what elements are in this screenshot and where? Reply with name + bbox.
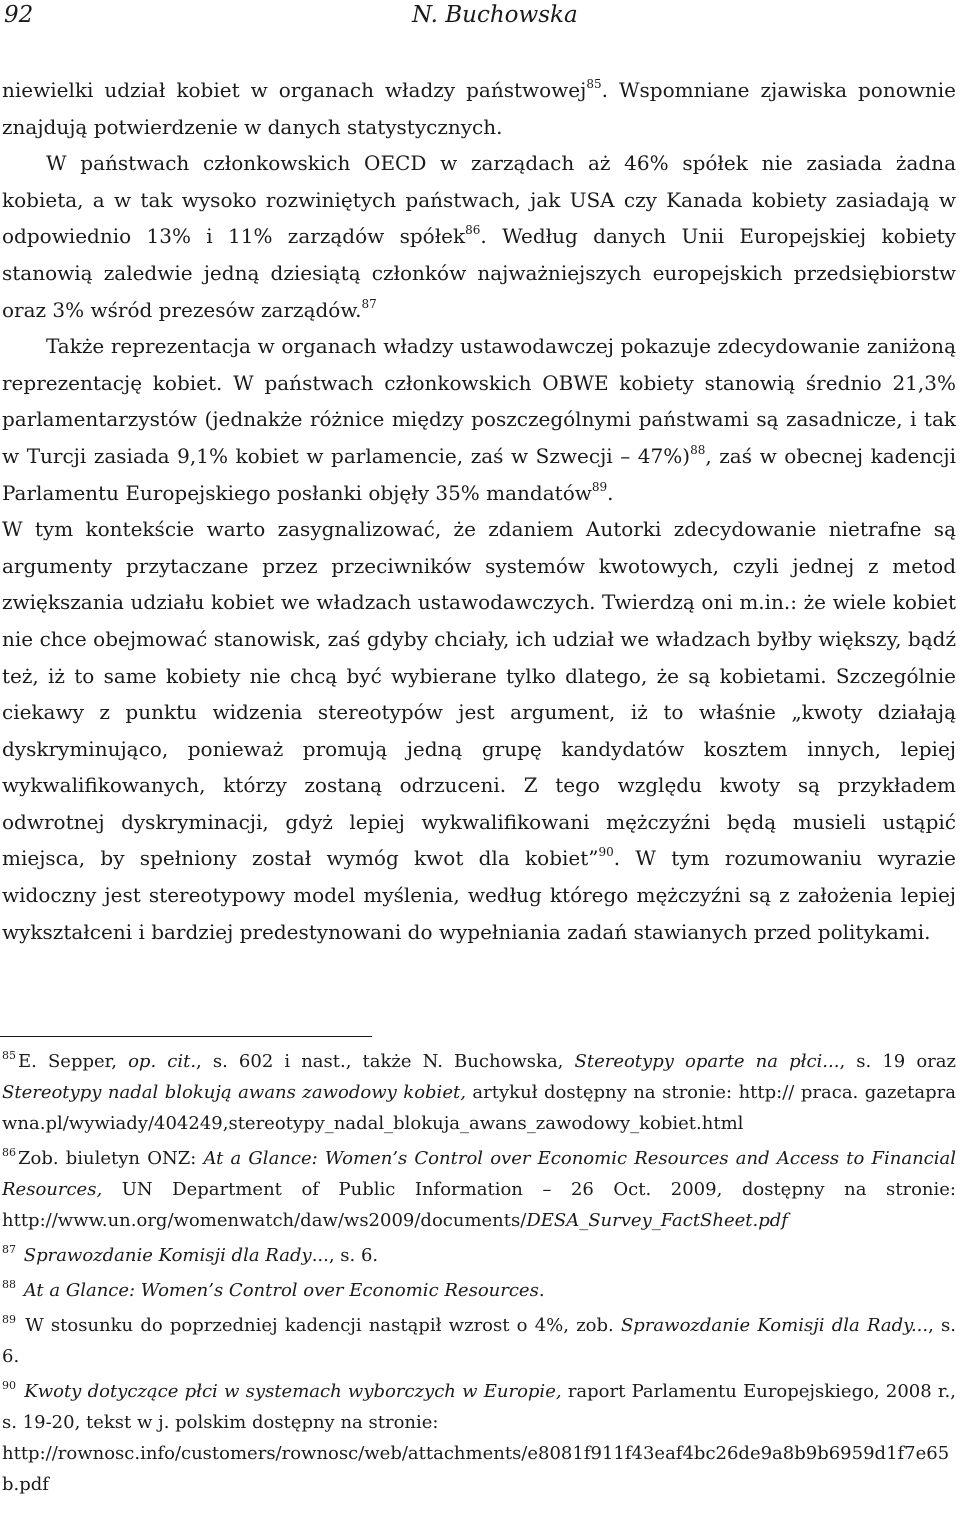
footnote-number: 89 bbox=[2, 1313, 16, 1326]
footnote-text: ..., s. 6. bbox=[311, 1245, 379, 1266]
paragraph-text: . bbox=[607, 480, 614, 505]
paragraph-text: . Według danych Unii Europejskiej kobiety stanowią zaledwie jedną dziesiątą członków najważniejszych europejskich przedsiębiorstw oraz 3% wśród prezesów zarządów. bbox=[2, 224, 956, 322]
footnote-italic: Sprawozdanie Komisji dla Rady bbox=[23, 1245, 312, 1266]
footnote-number: 85 bbox=[2, 1049, 16, 1062]
footnote-number: 90 bbox=[2, 1379, 16, 1392]
footnote-italic: DESA_Survey_FactSheet.pdf bbox=[526, 1210, 788, 1231]
footnote-85 bbox=[2, 1046, 956, 1139]
footnote-ref-90[interactable]: 90 bbox=[598, 845, 614, 860]
footnote-italic: Stereotypy nadal blokują awans zawodowy kobiet, bbox=[2, 1082, 466, 1103]
footnote-number: 87 bbox=[2, 1243, 16, 1256]
footnote-ref-86[interactable]: 86 bbox=[465, 223, 481, 238]
footnote-text: E. Sepper, bbox=[18, 1051, 129, 1072]
body-text bbox=[2, 72, 956, 950]
paragraph-3 bbox=[2, 328, 956, 511]
footnote-text: , s. 602 i nast., także N. Buchowska, bbox=[196, 1051, 575, 1072]
paragraph-4 bbox=[2, 511, 956, 950]
footnote-italic: Stereotypy oparte na płci... bbox=[574, 1051, 840, 1072]
footnote-separator bbox=[0, 1036, 372, 1037]
running-head: N. Buchowska bbox=[412, 2, 578, 28]
footnotes bbox=[2, 1046, 956, 1504]
footnote-italic: At a Glance: Women’s Control over Economic Resources and Access to Financial Resources, bbox=[2, 1148, 957, 1200]
footnote-number: 88 bbox=[2, 1278, 16, 1291]
footnote-italic: At a Glance: Women’s Control over Economic Resources bbox=[23, 1280, 539, 1301]
paragraph-text: niewielki udział kobiet w organach władzy państwowej bbox=[2, 78, 587, 102]
footnote-italic: Sprawozdanie Komisji dla Rady... bbox=[620, 1315, 929, 1336]
footnote-number: 86 bbox=[2, 1146, 16, 1159]
footnote-italic: op. cit. bbox=[128, 1051, 197, 1072]
footnote-link[interactable]: UN Department of Public Information – 26 Oct. 2009, dostępny na stronie: http://www.un.org/womenwatch/daw/ws2009/documents/ bbox=[2, 1179, 956, 1231]
page-number: 92 bbox=[4, 2, 34, 28]
footnote-text: , s. 19 oraz bbox=[839, 1051, 956, 1072]
footnote-text: W stosunku do poprzedniej kadencji nastąpił wzrost o 4%, zob. bbox=[25, 1315, 621, 1336]
paragraph-2 bbox=[2, 145, 956, 328]
footnote-text: raport Parlamentu Europejskiego, 2008 r., s. 19-20, tekst w j. polskim dostępny na stronie: bbox=[2, 1381, 956, 1433]
footnote-text: Zob. biuletyn ONZ: bbox=[18, 1148, 204, 1169]
footnote-italic: Kwoty dotyczące płci w systemach wyborczych w Europie, bbox=[24, 1381, 562, 1402]
footnote-ref-89[interactable]: 89 bbox=[591, 479, 608, 494]
footnote-text: , s. 6. bbox=[2, 1315, 957, 1367]
footnote-ref-88[interactable]: 88 bbox=[690, 442, 706, 457]
footnote-89 bbox=[2, 1310, 956, 1372]
footnote-ref-87[interactable]: 87 bbox=[361, 296, 377, 311]
footnote-88 bbox=[2, 1275, 956, 1306]
footnote-87 bbox=[2, 1240, 956, 1271]
footnote-86 bbox=[2, 1143, 956, 1236]
footnote-text: . bbox=[538, 1280, 545, 1301]
paragraph-text: . W tym rozumowaniu wyrazie widoczny jest stereotypowy model myślenia, według którego mężczyźni są z założenia lepiej wykształceni i bardziej predestynowani do wypełniania zadań stawianych przed politykami. bbox=[2, 846, 957, 944]
page-header bbox=[4, 0, 956, 30]
paragraph-1 bbox=[2, 72, 956, 145]
paragraph-text: . Wspomniane zjawiska ponownie znajdują potwierdzenie w danych statystycznych. bbox=[2, 78, 956, 139]
footnote-ref-85[interactable]: 85 bbox=[586, 77, 602, 91]
paragraph-text: W państwach członkowskich OECD w zarządach aż 46% spółek nie zasiada żadna kobieta, a w tak wysoko rozwiniętych państwach, jak USA czy Kanada kobiety zasiadają w odpowiednio 13% i 11% zarządów spółek bbox=[2, 151, 956, 249]
paragraph-text: , zaś w obecnej kadencji Parlamentu Europejskiego posłanki objęły 35% mandatów bbox=[2, 443, 956, 505]
paragraph-text: W tym kontekście warto zasygnalizować, że zdaniem Autorki zdecydowanie nietrafne są argumenty przytaczane przez przeciwników systemów kwotowych, czyli jednej z metod zwiększania udziału kobiet we władzach ustawodawczych. Twierdzą oni m.in.: że wiele kobiet nie chce obejmować stanowisk, zaś gdyby chciały, ich udział we władzach byłby większy, bądź też, iż to same kobiety nie chcą być wybierane tylko dlatego, że są kobietami. Szczególnie ciekawy z punktu widzenia stereotypów jest argument, iż to właśnie „kwoty działają dyskryminująco, ponieważ promują jedną grupę kandydatów kosztem innych, lepiej wykwalifikowanych, którzy zostaną odrzuceni. Z tego względu kwoty są przykładem odwrotnej dyskryminacji, gdyż lepiej wykwalifikowani mężczyźni będą musieli ustąpić miejsca, by spełniony został wymóg kwot dla kobiet” bbox=[2, 517, 956, 871]
paragraph-text: Także reprezentacja w organach władzy ustawodawczej pokazuje zdecydowanie zaniżoną reprezentację kobiet. W państwach członkowskich OBWE kobiety stanowią średnio 21,3% parlamentarzystów (jednakże różnice między poszczególnymi państwami są zasadnicze, i tak w Turcji zasiada 9,1% kobiet w parlamencie, zaś w Szwecji – 47%) bbox=[2, 334, 956, 468]
footnote-link[interactable]: artykuł dostępny na stronie: http:// praca. gazetaprawna.pl/wywiady/404249,stereotypy_nadal_blokuja_awans_zawodowy_kobiet.html bbox=[2, 1082, 956, 1134]
footnote-link[interactable]: http://rownosc.info/customers/rownosc/web/attachments/e8081f911f43eaf4bc26de9a8b9b6959d1f7e65b.pdf bbox=[2, 1443, 950, 1495]
footnote-90 bbox=[2, 1376, 956, 1500]
